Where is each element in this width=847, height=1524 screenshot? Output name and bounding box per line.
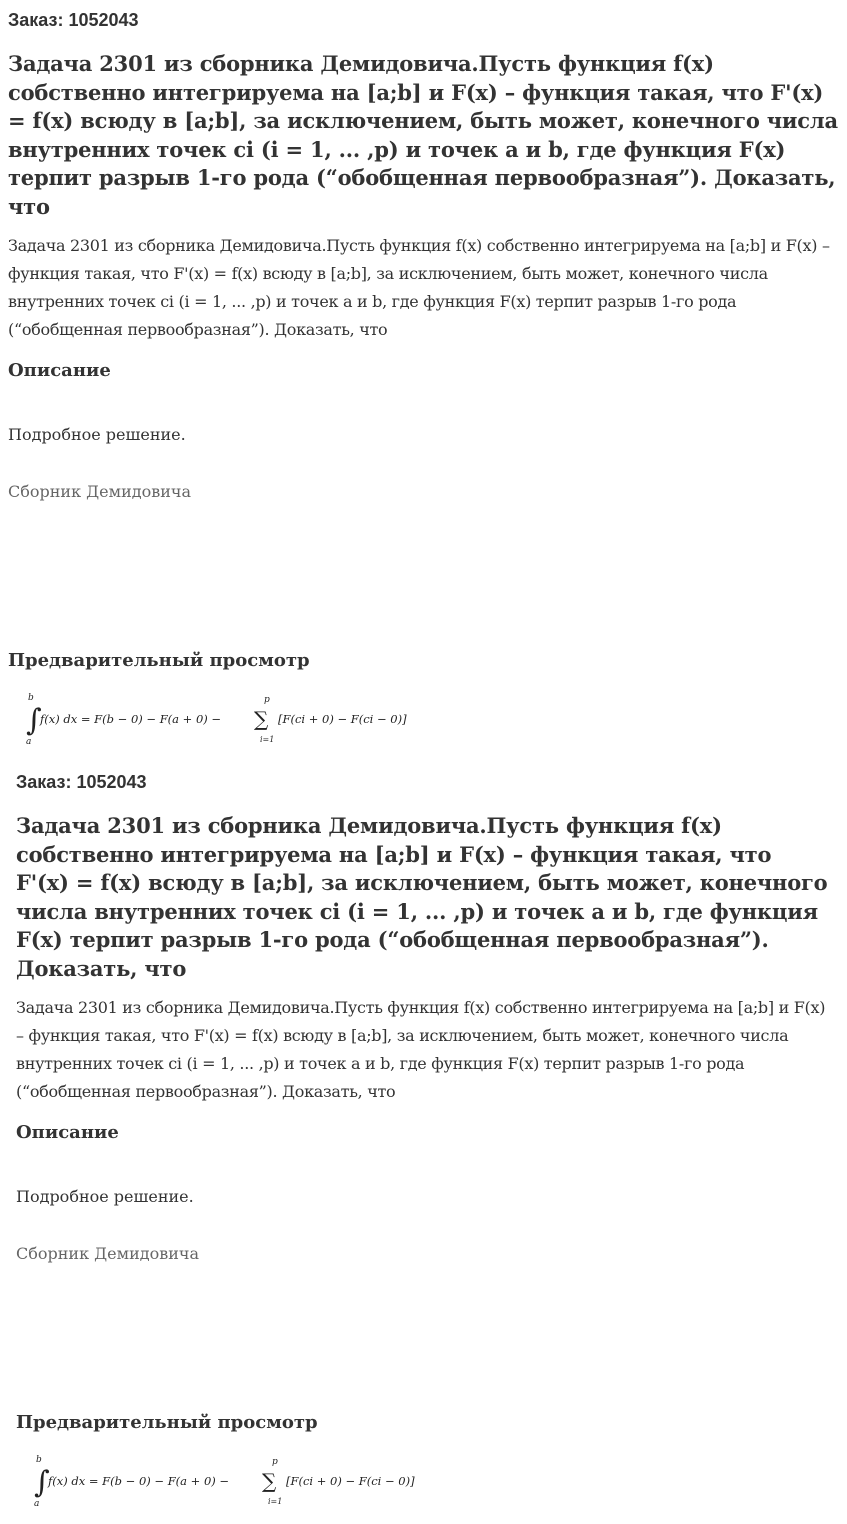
formula-lower-limit: a (34, 1499, 40, 1509)
description-heading: Описание (16, 1122, 119, 1143)
formula-upper-limit: b (28, 693, 34, 703)
formula-image (24, 1454, 444, 1512)
formula-image (16, 692, 436, 750)
category-link[interactable]: Сборник Демидовича (8, 482, 192, 501)
task-body: Задача 2301 из сборника Демидовича.Пусть функция f(x) собственно интегрируема на [a;b] и F(x) – функция такая, что F'(x) = f(x) всюду в [a;b], за исключением, быть может, конечного числа внутренних точек ci (i = 1, ... ,p) и точек a и b, где функция F(x) терпит разрыв 1-го рода (“обобщенная первообразная”). Доказать, что (8, 236, 830, 339)
order-number: Заказ: 1052043 (16, 772, 147, 792)
formula-upper-limit: b (36, 1455, 42, 1465)
description-heading: Описание (8, 360, 111, 381)
formula-sum-upper: p (272, 1457, 278, 1467)
preview-heading: Предварительный просмотр (16, 1412, 318, 1433)
integral-sign: ∫ (26, 703, 42, 738)
integral-sign: ∫ (34, 1465, 50, 1500)
description-text: Подробное решение. (16, 1187, 194, 1206)
formula-sum-upper: p (264, 695, 270, 705)
task-body: Задача 2301 из сборника Демидовича.Пусть функция f(x) собственно интегрируема на [a;b] и F(x) – функция такая, что F'(x) = f(x) всюду в [a;b], за исключением, быть может, конечного числа внутренних точек ci (i = 1, ... ,p) и точек a и b, где функция F(x) терпит разрыв 1-го рода (“обобщенная первообразная”). Доказать, что (16, 998, 826, 1101)
formula-sum-term: [F(ci + 0) − F(ci − 0)] (286, 1474, 415, 1488)
task-title: Задача 2301 из сборника Демидовича.Пусть функция f(x) собственно интегрируема на [a;b] и F(x) – функция такая, что F'(x) = f(x) всюду в [a;b], за исключением, быть может, конечного числа внутренних точек ci (i = 1, ... ,p) и точек a и b, где функция F(x) терпит разрыв 1-го рода (“обобщенная первообразная”). Доказать, что (8, 51, 838, 219)
category-link[interactable]: Сборник Демидовича (16, 1244, 200, 1263)
sum-sign: ∑ (262, 1469, 277, 1493)
formula-integrand: f(x) dx = F(b − 0) − F(a + 0) − (40, 712, 222, 726)
formula-sum-lower: i=1 (268, 1497, 283, 1506)
formula-sum-lower: i=1 (260, 735, 275, 744)
formula-lower-limit: a (26, 737, 32, 747)
formula-sum-term: [F(ci + 0) − F(ci − 0)] (278, 712, 407, 726)
order-number: Заказ: 1052043 (8, 10, 139, 30)
sum-sign: ∑ (254, 707, 269, 731)
task-title: Задача 2301 из сборника Демидовича.Пусть функция f(x) собственно интегрируема на [a;b] и F(x) – функция такая, что F'(x) = f(x) всюду в [a;b], за исключением, быть может, конечного числа внутренних точек ci (i = 1, ... ,p) и точек a и b, где функция F(x) терпит разрыв 1-го рода (“обобщенная первообразная”). Доказать, что (16, 813, 828, 981)
formula-integrand: f(x) dx = F(b − 0) − F(a + 0) − (48, 1474, 230, 1488)
preview-heading: Предварительный просмотр (8, 650, 310, 671)
description-text: Подробное решение. (8, 425, 186, 444)
